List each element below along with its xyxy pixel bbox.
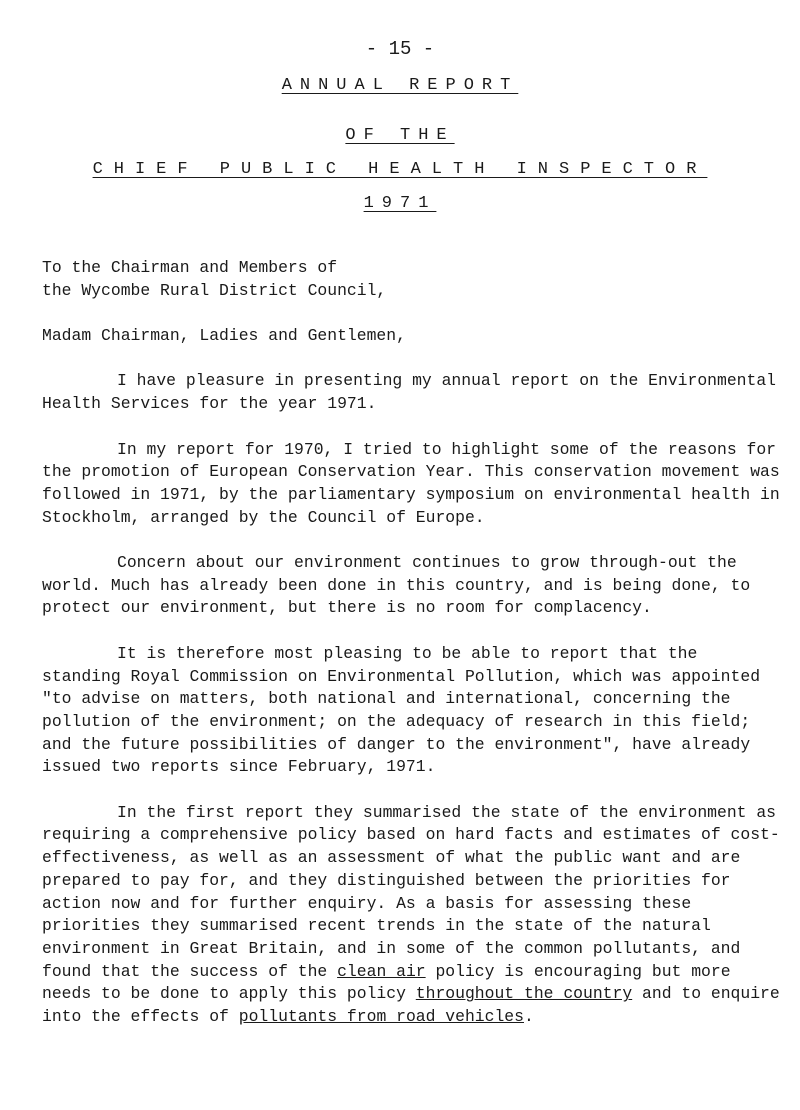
paragraph-1: I have pleasure in presenting my annual report on the Environmental Health Services for the year 1971. bbox=[42, 371, 777, 414]
paragraph-5-text-a: In the first report they summarised the state of the environment as requiring a comprehensive policy based on hard facts and estimates of cost-effectiveness, as well as an assessment of what the public want and are prepared to pay for, and they distinguished between the priorities for action now and for further enquiry. As a basis for assessing these priorities they summarised recent trends in the state of the natural environment in Great Britain, and in some of the common pollutants, and found that the success of the bbox=[42, 802, 780, 981]
paragraph-3: Concern about our environment continues to grow through-out the world. Much has already been done in this country, and is being done, to protect our environment, but there is no room for complacency. bbox=[42, 553, 751, 618]
salutation: Madam Chairman, Ladies and Gentlemen, bbox=[42, 326, 406, 346]
heading-line-3: CHIEF PUBLIC HEALTH INSPECTOR bbox=[92, 160, 708, 179]
paragraph-5-text-d: . bbox=[523, 1007, 534, 1027]
page-number: - 15 - bbox=[365, 38, 435, 60]
paragraph-5-text-b: policy is encouraging but more needs to be done to apply this policy bbox=[42, 961, 731, 1004]
address-block: To the Chairman and Members of the Wycombe Rural District Council, bbox=[42, 258, 387, 300]
heading-line-2: OF THE bbox=[345, 126, 455, 145]
paragraph-5 bbox=[42, 802, 782, 1029]
letter-body bbox=[42, 257, 782, 1052]
paragraph-4: It is therefore most pleasing to be able to report that the standing Royal Commission on Environmental Pollution, which was appointed "to advise on matters, both national and international, concerning the pollution of the environment; on the adequacy of research in this field; and the future possibilities of danger to the environment", have already issued two reports since February, 1971. bbox=[42, 643, 761, 777]
underlined-throughout-country: throughout the country bbox=[415, 984, 633, 1004]
underlined-road-vehicles: pollutants from road vehicles bbox=[238, 1007, 524, 1027]
underlined-clean-air: clean air bbox=[337, 961, 426, 981]
paragraph-5-text-c: and to enquire into the effects of bbox=[42, 984, 780, 1027]
heading-year: 1971 bbox=[363, 194, 437, 213]
heading-line-1: ANNUAL REPORT bbox=[281, 76, 519, 95]
paragraph-2: In my report for 1970, I tried to highlight some of the reasons for the promotion of European Conservation Year. This conservation movement was followed in 1971, by the parliamentary symposium on environmental health in Stockholm, arranged by the Council of Europe. bbox=[42, 439, 780, 527]
